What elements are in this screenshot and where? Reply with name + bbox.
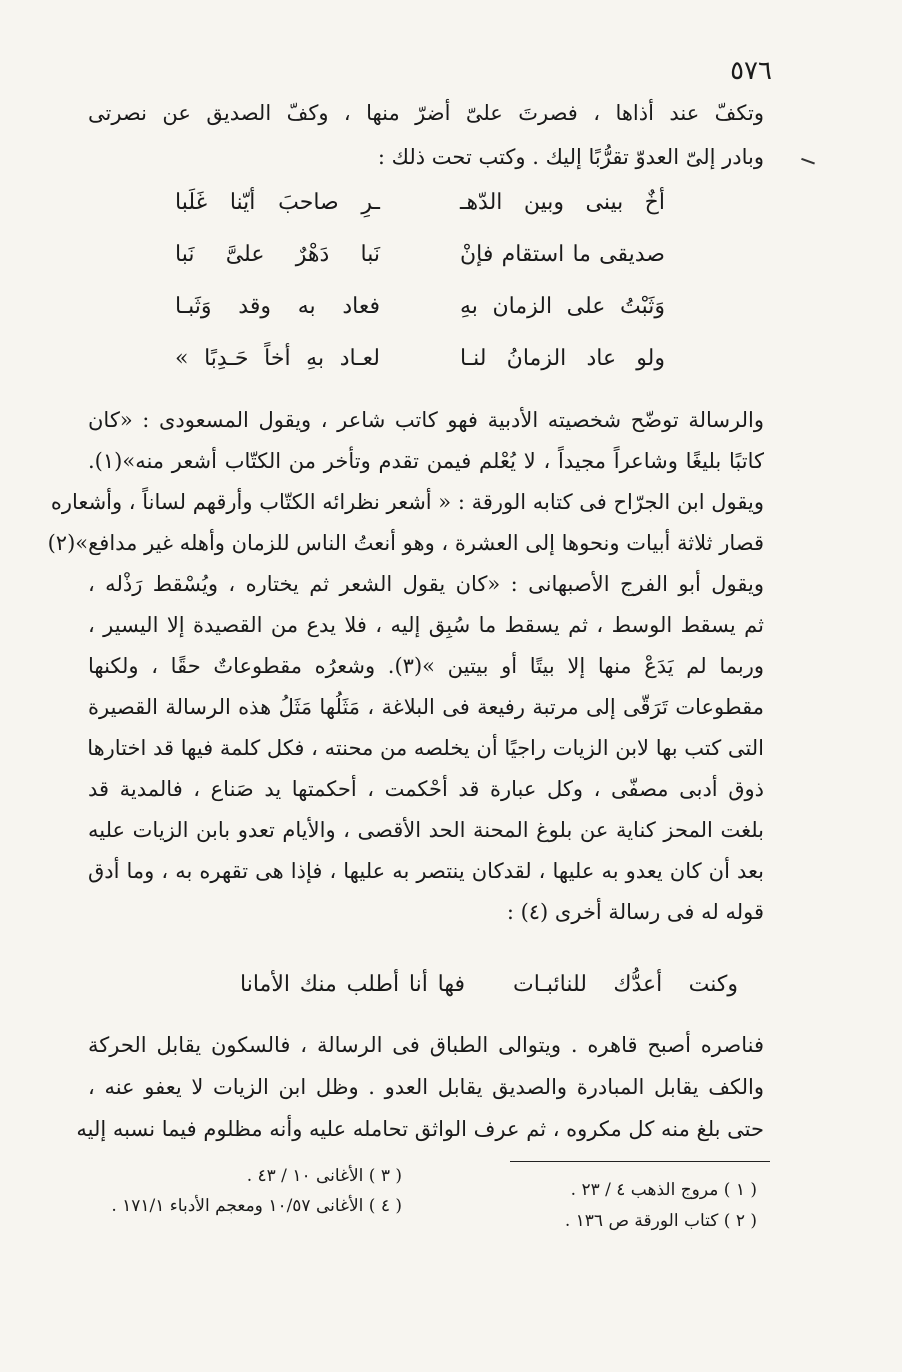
text-line: قصار ثلاثة أبيات ونحوها إلى العشرة ، وهو أنعتُ الناس للزمان وأهله غير مدافع»(٢) (47, 531, 764, 555)
text-line: قوله له فى رسالة أخرى (٤) : (506, 900, 764, 924)
body-paragraph-2 (76, 1030, 765, 1150)
text-line: بعد أن كان يعدو به عليها ، لقدكان ينتصر به عليها ، فإذا هى تقهره به ، وما أدق (88, 859, 764, 883)
text-line: وربما لم يَدَعْ منها إلا بيتًا أو بيتين »(٣). وشعرُه مقطوعاتٌ حقًا ، ولكنها (88, 654, 764, 678)
body-paragraph (47, 405, 764, 965)
text-line: التى كتب بها لابن الزيات راجيًا أن يخلصه من محنته ، فكل كلمة فيها قد اختارها (87, 736, 764, 760)
verse-first-hemistich: صديقى ما استقام فإنْ (460, 242, 665, 267)
verse-line (175, 190, 665, 230)
footnote-3: ( ٣ ) الأغانى ١٠ / ٤٣ . (246, 1166, 402, 1186)
verse-line (240, 972, 738, 1012)
poem-block (175, 190, 665, 390)
verse-first-hemistich: وَثَبْتُ على الزمان بهِ (460, 294, 665, 319)
text-line: ويقول ابن الجرّاح فى كتابه الورقة : « أشعر نظرائه الكتّاب وأرقهم لساناً ، وأشعاره (50, 490, 764, 514)
text-line: والكف يقابل المبادرة والصديق يقابل العدو . وظل ابن الزيات لا يعفو عنه ، (88, 1075, 764, 1099)
poem-block-2 (240, 972, 738, 1012)
footnote-separator (510, 1161, 770, 1162)
text-line: والرسالة توضّح شخصيته الأدبية فهو كاتب شاعر ، ويقول المسعودى : «كان (88, 408, 764, 432)
text-line: ثم يسقط الوسط ، ثم يسقط ما سُبِق إليه ، فلا يدع من القصيدة إلا اليسير ، (88, 613, 764, 637)
verse-second-hemistich: فها أنا أطلب منك الأمانا (240, 972, 465, 997)
footnote-1: ( ١ ) مروج الذهب ٤ / ٢٣ . (570, 1180, 757, 1200)
verse-first-hemistich: ولو عاد الزمانُ لنـا (460, 346, 665, 371)
verse-first-hemistich: وكنت أعدُّك للنائبـات (513, 972, 738, 997)
text-line: ويقول أبو الفرج الأصبهانى : «كان يقول الشعر ثم يختاره ، ويُسْقط رَذْله ، (88, 572, 764, 596)
text-line: وتكفّ عند أذاها ، فصرتَ علىّ أضرّ منها ، وكفّ الصديق عن نصرتى (88, 101, 764, 125)
text-line: كاتبًا بليغًا وشاعراً مجيداً ، لا يُعْلم فيمن تقدم وتأخر من الكتّاب أشعر منه»(١). (88, 449, 764, 473)
text-line: وبادر إلىّ العدوّ تقرُّبًا إليك . وكتب تحت ذلك : (377, 145, 764, 169)
verse-second-hemistich: ـرِ صاحبَ أيّنا غَلَبا (175, 190, 380, 215)
verse-second-hemistich: فعاد به وقد وَثَبـا (175, 294, 380, 319)
verse-line (175, 346, 665, 386)
text-line: حتى بلغ منه كل مكروه ، ثم عرف الواثق تحامله عليه وأنه مظلوم فيما نسبه إليه (76, 1117, 764, 1141)
verse-line (175, 294, 665, 334)
text-line: مقطوعات تَرَقّى إلى مرتبة رفيعة فى البلاغة ، مَثَلُها مَثَلُ هذه الرسالة القصيرة (88, 695, 764, 719)
text-line: بلغت المحز كناية عن بلوغ المحنة الحد الأقصى ، والأيام تعدو بابن الزيات عليه (88, 818, 764, 842)
verse-second-hemistich: لعـاد بهِ أخاً حَـدِبًا » (175, 346, 380, 371)
intro-paragraph (88, 98, 764, 168)
margin-mark (799, 158, 815, 170)
verse-second-hemistich: نَبا دَهْرٌ علىَّ نَبا (175, 242, 380, 267)
verse-first-hemistich: أخٌ بينى وبين الدّهـ (460, 190, 665, 215)
page-number: ٥٧٦ (730, 56, 772, 86)
footnote-4: ( ٤ ) الأغانى ١٠/٥٧ ومعجم الأدباء ١٧١/١ . (111, 1196, 402, 1216)
text-line: ذوق أدبى مصفّى ، وكل عبارة قد أحْكمت ، أحكمتها يد صَناع ، فالمدية قد (88, 777, 764, 801)
text-line: فناصره أصبح قاهره . ويتوالى الطباق فى الرسالة ، فالسكون يقابل الحركة (88, 1033, 765, 1057)
footnote-2: ( ٢ ) كتاب الورقة ص ١٣٦ . (564, 1211, 757, 1231)
verse-line (175, 242, 665, 282)
